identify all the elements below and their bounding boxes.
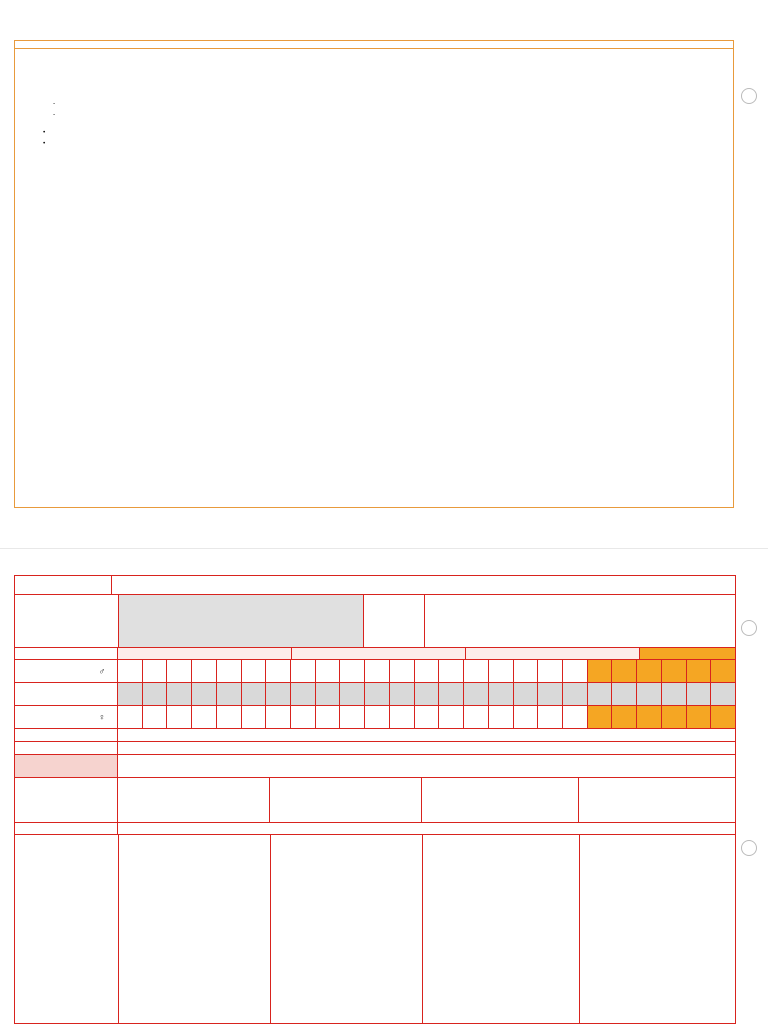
girl-speed-row [15, 660, 735, 683]
intitule-row [15, 595, 735, 648]
boy-speed-cell [464, 706, 489, 728]
criteria-degree3 [422, 778, 579, 822]
boy-speed-cells [118, 706, 735, 728]
girl-speed-cell [167, 660, 192, 682]
girl-speed-cells [118, 660, 735, 682]
boy-speed-cell [439, 706, 464, 728]
diff-label [15, 742, 118, 754]
element2-cells [118, 755, 735, 777]
boy-speed-cell [365, 706, 390, 728]
boy-speed-cell [291, 706, 316, 728]
check-cell[interactable] [118, 683, 143, 705]
boy-speed-cell [588, 706, 613, 728]
girl-speed-cell [514, 660, 539, 682]
diff-cells [118, 742, 735, 754]
girl-speed-cell [464, 660, 489, 682]
degree-header-row [15, 648, 735, 660]
points-row-2 [15, 823, 735, 835]
criteria-blank [15, 778, 118, 822]
page-marker-circle[interactable] [741, 840, 757, 856]
girl-speed-cell [365, 660, 390, 682]
tps-label [87, 683, 118, 705]
element2-label [15, 755, 118, 777]
check-cell[interactable] [464, 683, 489, 705]
boy-speed-cell [340, 706, 365, 728]
ccf-principles-frame [14, 40, 734, 508]
degree-3 [466, 648, 640, 659]
page-marker-circle[interactable] [741, 620, 757, 636]
technique-degree1 [119, 835, 271, 1024]
check-cells [118, 683, 735, 705]
boy-speed-cell [711, 706, 735, 728]
criteria-degree1 [118, 778, 270, 822]
check-cell[interactable] [291, 683, 316, 705]
principles-body [19, 83, 727, 165]
girl-speed-cell [637, 660, 662, 682]
criteria-degree4 [579, 778, 735, 822]
girl-speed-cell [340, 660, 365, 682]
boy-speed-cell [242, 706, 267, 728]
girl-speed-cell [390, 660, 415, 682]
technique-row [15, 835, 735, 1024]
check-cell[interactable] [242, 683, 267, 705]
boy-speed-cell [637, 706, 662, 728]
check-cell[interactable] [514, 683, 539, 705]
girl-speed-cell [266, 660, 291, 682]
perf-max-row [15, 683, 735, 706]
girl-speed-cell [143, 660, 168, 682]
degree-4 [640, 648, 735, 659]
girl-speed-cell [439, 660, 464, 682]
boy-figure-icon: ♀ [98, 712, 106, 722]
check-cell[interactable] [217, 683, 242, 705]
para-echauffement: - [53, 100, 61, 107]
check-cell[interactable] [143, 683, 168, 705]
girl-speed-cell [711, 660, 735, 682]
afl-title [112, 576, 116, 594]
perf-max-label [15, 683, 87, 705]
page-marker-circle[interactable] [741, 88, 757, 104]
boy-speed-cell [167, 706, 192, 728]
boy-speed-row [15, 706, 735, 729]
boy-speed-cell [118, 706, 143, 728]
check-cell[interactable] [588, 683, 613, 705]
boy-speed-cell [192, 706, 217, 728]
check-cell[interactable] [687, 683, 712, 705]
ca-label [15, 576, 112, 594]
para-recuperation: - [53, 110, 61, 118]
boy-speed-cell [563, 706, 588, 728]
declinaison-text [425, 595, 735, 647]
diff-row [15, 742, 735, 755]
boy-speed-cell [612, 706, 637, 728]
girl-speed-cell [662, 660, 687, 682]
boy-speed-cell [538, 706, 563, 728]
girl-speed-cell [489, 660, 514, 682]
girl-speed-cell [316, 660, 341, 682]
boy-speed-cell [415, 706, 440, 728]
check-cell[interactable] [563, 683, 588, 705]
check-cell[interactable] [266, 683, 291, 705]
check-cell[interactable] [340, 683, 365, 705]
check-cell[interactable] [365, 683, 390, 705]
afl-points-cells [118, 729, 735, 741]
intitule-label [15, 595, 119, 647]
technique-degree2 [271, 835, 423, 1024]
check-cell[interactable] [167, 683, 192, 705]
girl-vitesse-cell [87, 660, 118, 682]
boy-speed-cell [143, 706, 168, 728]
para-element1: • [43, 129, 49, 136]
check-cell[interactable] [415, 683, 440, 705]
technique-degree4 [580, 835, 735, 1024]
check-cell[interactable] [192, 683, 217, 705]
page-separator [0, 548, 768, 549]
girl-speed-cell [538, 660, 563, 682]
element2-row [15, 755, 735, 778]
boy-speed-cell [316, 706, 341, 728]
boy-speed-cell [489, 706, 514, 728]
girl-speed-cell [242, 660, 267, 682]
check-cell[interactable] [316, 683, 341, 705]
technique-degree3 [423, 835, 580, 1024]
points2-cells [118, 823, 735, 834]
check-cell[interactable] [538, 683, 563, 705]
check-cell[interactable] [390, 683, 415, 705]
declinaison-label [364, 595, 425, 647]
criteria-row [15, 778, 735, 823]
boy-speed-cell [266, 706, 291, 728]
points2-blank [15, 823, 118, 834]
evaluation-table [14, 575, 736, 1024]
check-cell[interactable] [637, 683, 662, 705]
blank-label-cell [15, 660, 87, 682]
intitule-text [119, 595, 364, 647]
girl-speed-cell [588, 660, 613, 682]
criteria-degree2 [270, 778, 422, 822]
degree-1 [118, 648, 292, 659]
boy-speed-cell [514, 706, 539, 728]
elements-label [15, 648, 118, 659]
boy-speed-cell [217, 706, 242, 728]
girl-speed-cell [217, 660, 242, 682]
technique-label [15, 835, 119, 1024]
frame-title [15, 41, 733, 49]
boy-speed-cell [390, 706, 415, 728]
boy-speed-cell [662, 706, 687, 728]
girl-speed-cell [687, 660, 712, 682]
degree-2 [292, 648, 466, 659]
check-cell[interactable] [612, 683, 637, 705]
girl-figure-icon: ♂ [98, 666, 106, 676]
boy-vitesse-cell [87, 706, 118, 728]
boy-speed-cell [687, 706, 712, 728]
para-element2: • [43, 139, 49, 147]
girl-speed-cell [415, 660, 440, 682]
girl-speed-cell [192, 660, 217, 682]
afl-points-label [15, 729, 118, 741]
check-cell[interactable] [711, 683, 735, 705]
girl-speed-cell [291, 660, 316, 682]
check-cell[interactable] [489, 683, 514, 705]
evaluation-header [15, 576, 735, 595]
afl-points-row [15, 729, 735, 742]
girl-speed-cell [612, 660, 637, 682]
girl-speed-cell [563, 660, 588, 682]
check-cell[interactable] [662, 683, 687, 705]
girl-speed-cell [118, 660, 143, 682]
blank-label-cell [15, 706, 87, 728]
check-cell[interactable] [439, 683, 464, 705]
